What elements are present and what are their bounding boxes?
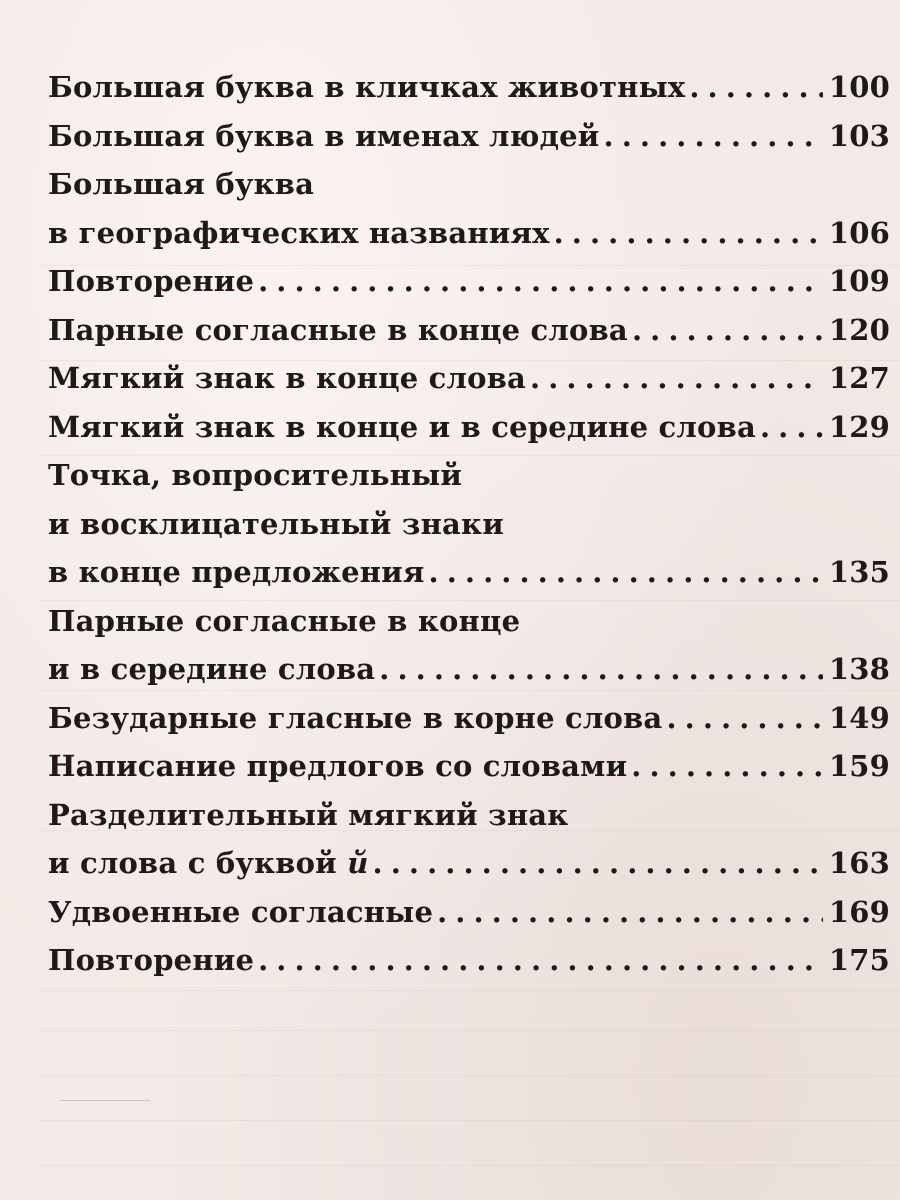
toc-entry-title: в географических названиях — [48, 215, 550, 250]
toc-entry[interactable] — [48, 410, 890, 459]
toc-page-number: 163 — [828, 846, 890, 880]
toc-entry-line — [48, 361, 890, 410]
toc-entry-line — [48, 652, 890, 701]
toc-page-number: 159 — [828, 749, 890, 783]
toc-entry-title: Разделительный мягкий знак — [48, 797, 569, 832]
toc-leader-dots — [530, 361, 823, 395]
toc-entry-line — [48, 507, 890, 556]
toc-entry-title: Большая буква в именах людей — [48, 118, 600, 153]
toc-page-number: 169 — [828, 894, 890, 929]
toc-entry-title: Мягкий знак в конце слова — [48, 361, 527, 395]
toc-entry-title: Парные согласные в конце слова — [48, 312, 628, 347]
toc-entry[interactable] — [48, 361, 890, 410]
toc-page-number: 120 — [828, 312, 890, 347]
toc-entry-line — [48, 846, 890, 895]
toc-leader-dots — [631, 749, 823, 783]
toc-entry-title: Большая буква — [48, 167, 315, 201]
toc-entry-title: Безударные гласные в корне слова — [48, 700, 663, 735]
toc-entry-line — [48, 555, 890, 604]
toc-leader-dots — [604, 119, 823, 153]
toc-entry-title: и восклицательный знаки — [48, 506, 504, 541]
toc-entry-italic-letter: й — [347, 846, 369, 880]
toc-entry[interactable] — [48, 701, 890, 750]
toc-entry-line — [48, 943, 890, 992]
toc-leader-dots — [258, 943, 823, 977]
toc-entry[interactable] — [48, 895, 890, 944]
bleed-through-line — [40, 1075, 900, 1076]
toc-entry-line — [48, 798, 890, 847]
toc-entry-line — [48, 313, 890, 362]
toc-page-number: 100 — [828, 70, 890, 104]
toc-leader-dots — [258, 264, 823, 298]
toc-page-number: 129 — [828, 409, 890, 444]
toc-page-number: 135 — [828, 555, 890, 589]
toc-entry[interactable] — [48, 604, 890, 701]
toc-entry-title: в конце предложения — [48, 555, 425, 589]
toc-entry[interactable] — [48, 313, 890, 362]
toc-entry-title: Повторение — [48, 264, 255, 298]
toc-page-number: 106 — [828, 215, 890, 250]
toc-entry-title: Повторение — [48, 943, 255, 977]
toc-entry[interactable] — [48, 119, 890, 168]
toc-entry-title: и в середине слова — [48, 652, 376, 686]
toc-leader-dots — [379, 652, 823, 686]
toc-entry-line — [48, 70, 890, 119]
toc-leader-dots — [760, 410, 823, 444]
toc-entry-line — [48, 410, 890, 459]
bleed-through-line — [40, 1165, 900, 1166]
toc-entry-title: Большая буква в кличках животных — [48, 70, 686, 104]
toc-page-number: 138 — [828, 652, 890, 686]
table-of-contents — [48, 70, 890, 992]
toc-entry[interactable] — [48, 749, 890, 798]
toc-entry-line — [48, 216, 890, 265]
bleed-through-line — [40, 1030, 900, 1031]
toc-leader-dots — [554, 216, 823, 250]
toc-entry-line — [48, 604, 890, 653]
toc-page-number: 127 — [828, 361, 890, 395]
toc-leader-dots — [632, 313, 823, 347]
toc-entry-title: Мягкий знак в конце и в середине слова — [48, 409, 756, 444]
toc-entry-line — [48, 167, 890, 216]
toc-entry-line — [48, 119, 890, 168]
toc-entry[interactable] — [48, 943, 890, 992]
toc-entry-line — [48, 749, 890, 798]
toc-entry-line — [48, 264, 890, 313]
toc-entry-line — [48, 895, 890, 944]
toc-entry-title: Точка, вопросительный — [48, 458, 463, 492]
toc-page-number: 175 — [828, 943, 890, 977]
footnote-rule — [60, 1100, 150, 1101]
toc-entry[interactable] — [48, 70, 890, 119]
toc-entry-line — [48, 701, 890, 750]
toc-leader-dots — [373, 846, 823, 880]
toc-entry-title: Удвоенные согласные — [48, 894, 434, 929]
toc-entry[interactable] — [48, 167, 890, 264]
toc-entry-title: Написание предлогов со словами — [48, 749, 628, 783]
toc-leader-dots — [437, 895, 823, 929]
toc-leader-dots — [429, 555, 823, 589]
bleed-through-line — [40, 1120, 900, 1121]
toc-entry[interactable] — [48, 458, 890, 604]
toc-leader-dots — [666, 701, 822, 735]
toc-leader-dots — [689, 70, 823, 104]
toc-page-number: 109 — [828, 264, 890, 298]
toc-entry-line — [48, 458, 890, 507]
toc-page-number: 103 — [828, 118, 890, 153]
toc-entry-title: Парные согласные в конце — [48, 603, 521, 638]
toc-entry[interactable] — [48, 264, 890, 313]
toc-entry-title: и слова с буквой — [48, 846, 337, 880]
toc-entry[interactable] — [48, 798, 890, 895]
toc-page-number: 149 — [828, 700, 890, 735]
